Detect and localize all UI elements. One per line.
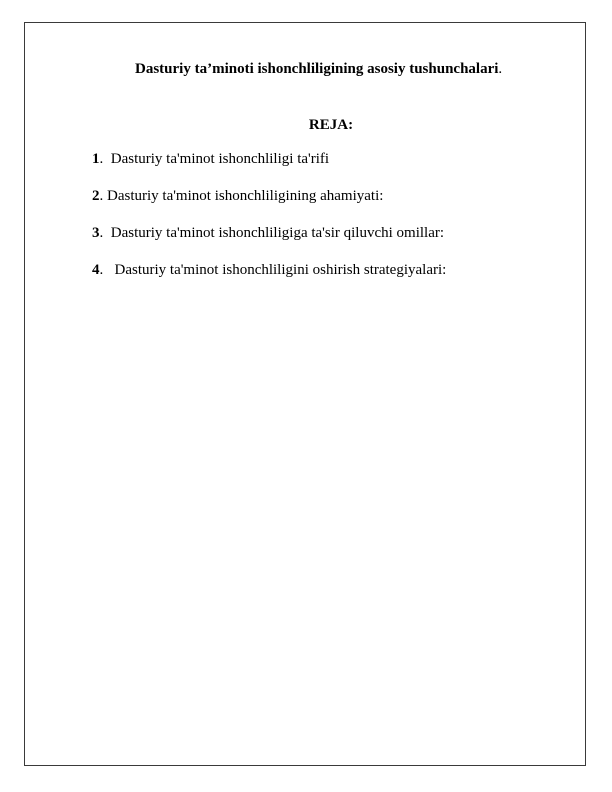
plan-item-text: Dasturiy ta'minot ishonchliligiga ta'sir qiluvchi omillar: — [110, 225, 445, 241]
document-title — [135, 60, 502, 78]
plan-item-separator: . — [99, 262, 115, 278]
plan-item-2 — [92, 187, 446, 205]
plan-item-number: 3 — [92, 225, 100, 241]
plan-item-separator: . — [99, 151, 111, 167]
plan-list — [92, 150, 446, 298]
plan-item-number: 1 — [92, 151, 100, 167]
plan-item-text: Dasturiy ta'minot ishonchliligining ahamiyati: — [107, 188, 384, 204]
plan-item-number: 4 — [92, 262, 100, 278]
plan-item-1 — [92, 150, 446, 168]
plan-item-4 — [92, 261, 446, 279]
plan-item-text: Dasturiy ta'minot ishonchliligini oshirish strategiyalari: — [114, 262, 447, 278]
document-title-period: . — [498, 61, 503, 77]
document-title-text: Dasturiy ta’minoti ishonchliligining asosiy tushunchalari — [135, 61, 499, 77]
plan-item-separator: . — [99, 225, 111, 241]
plan-item-number: 2 — [92, 188, 100, 204]
plan-item-text: Dasturiy ta'minot ishonchliligi ta'rifi — [110, 151, 330, 167]
plan-item-separator: . — [99, 188, 107, 204]
plan-heading: REJA: — [308, 117, 354, 133]
plan-item-3 — [92, 224, 446, 242]
